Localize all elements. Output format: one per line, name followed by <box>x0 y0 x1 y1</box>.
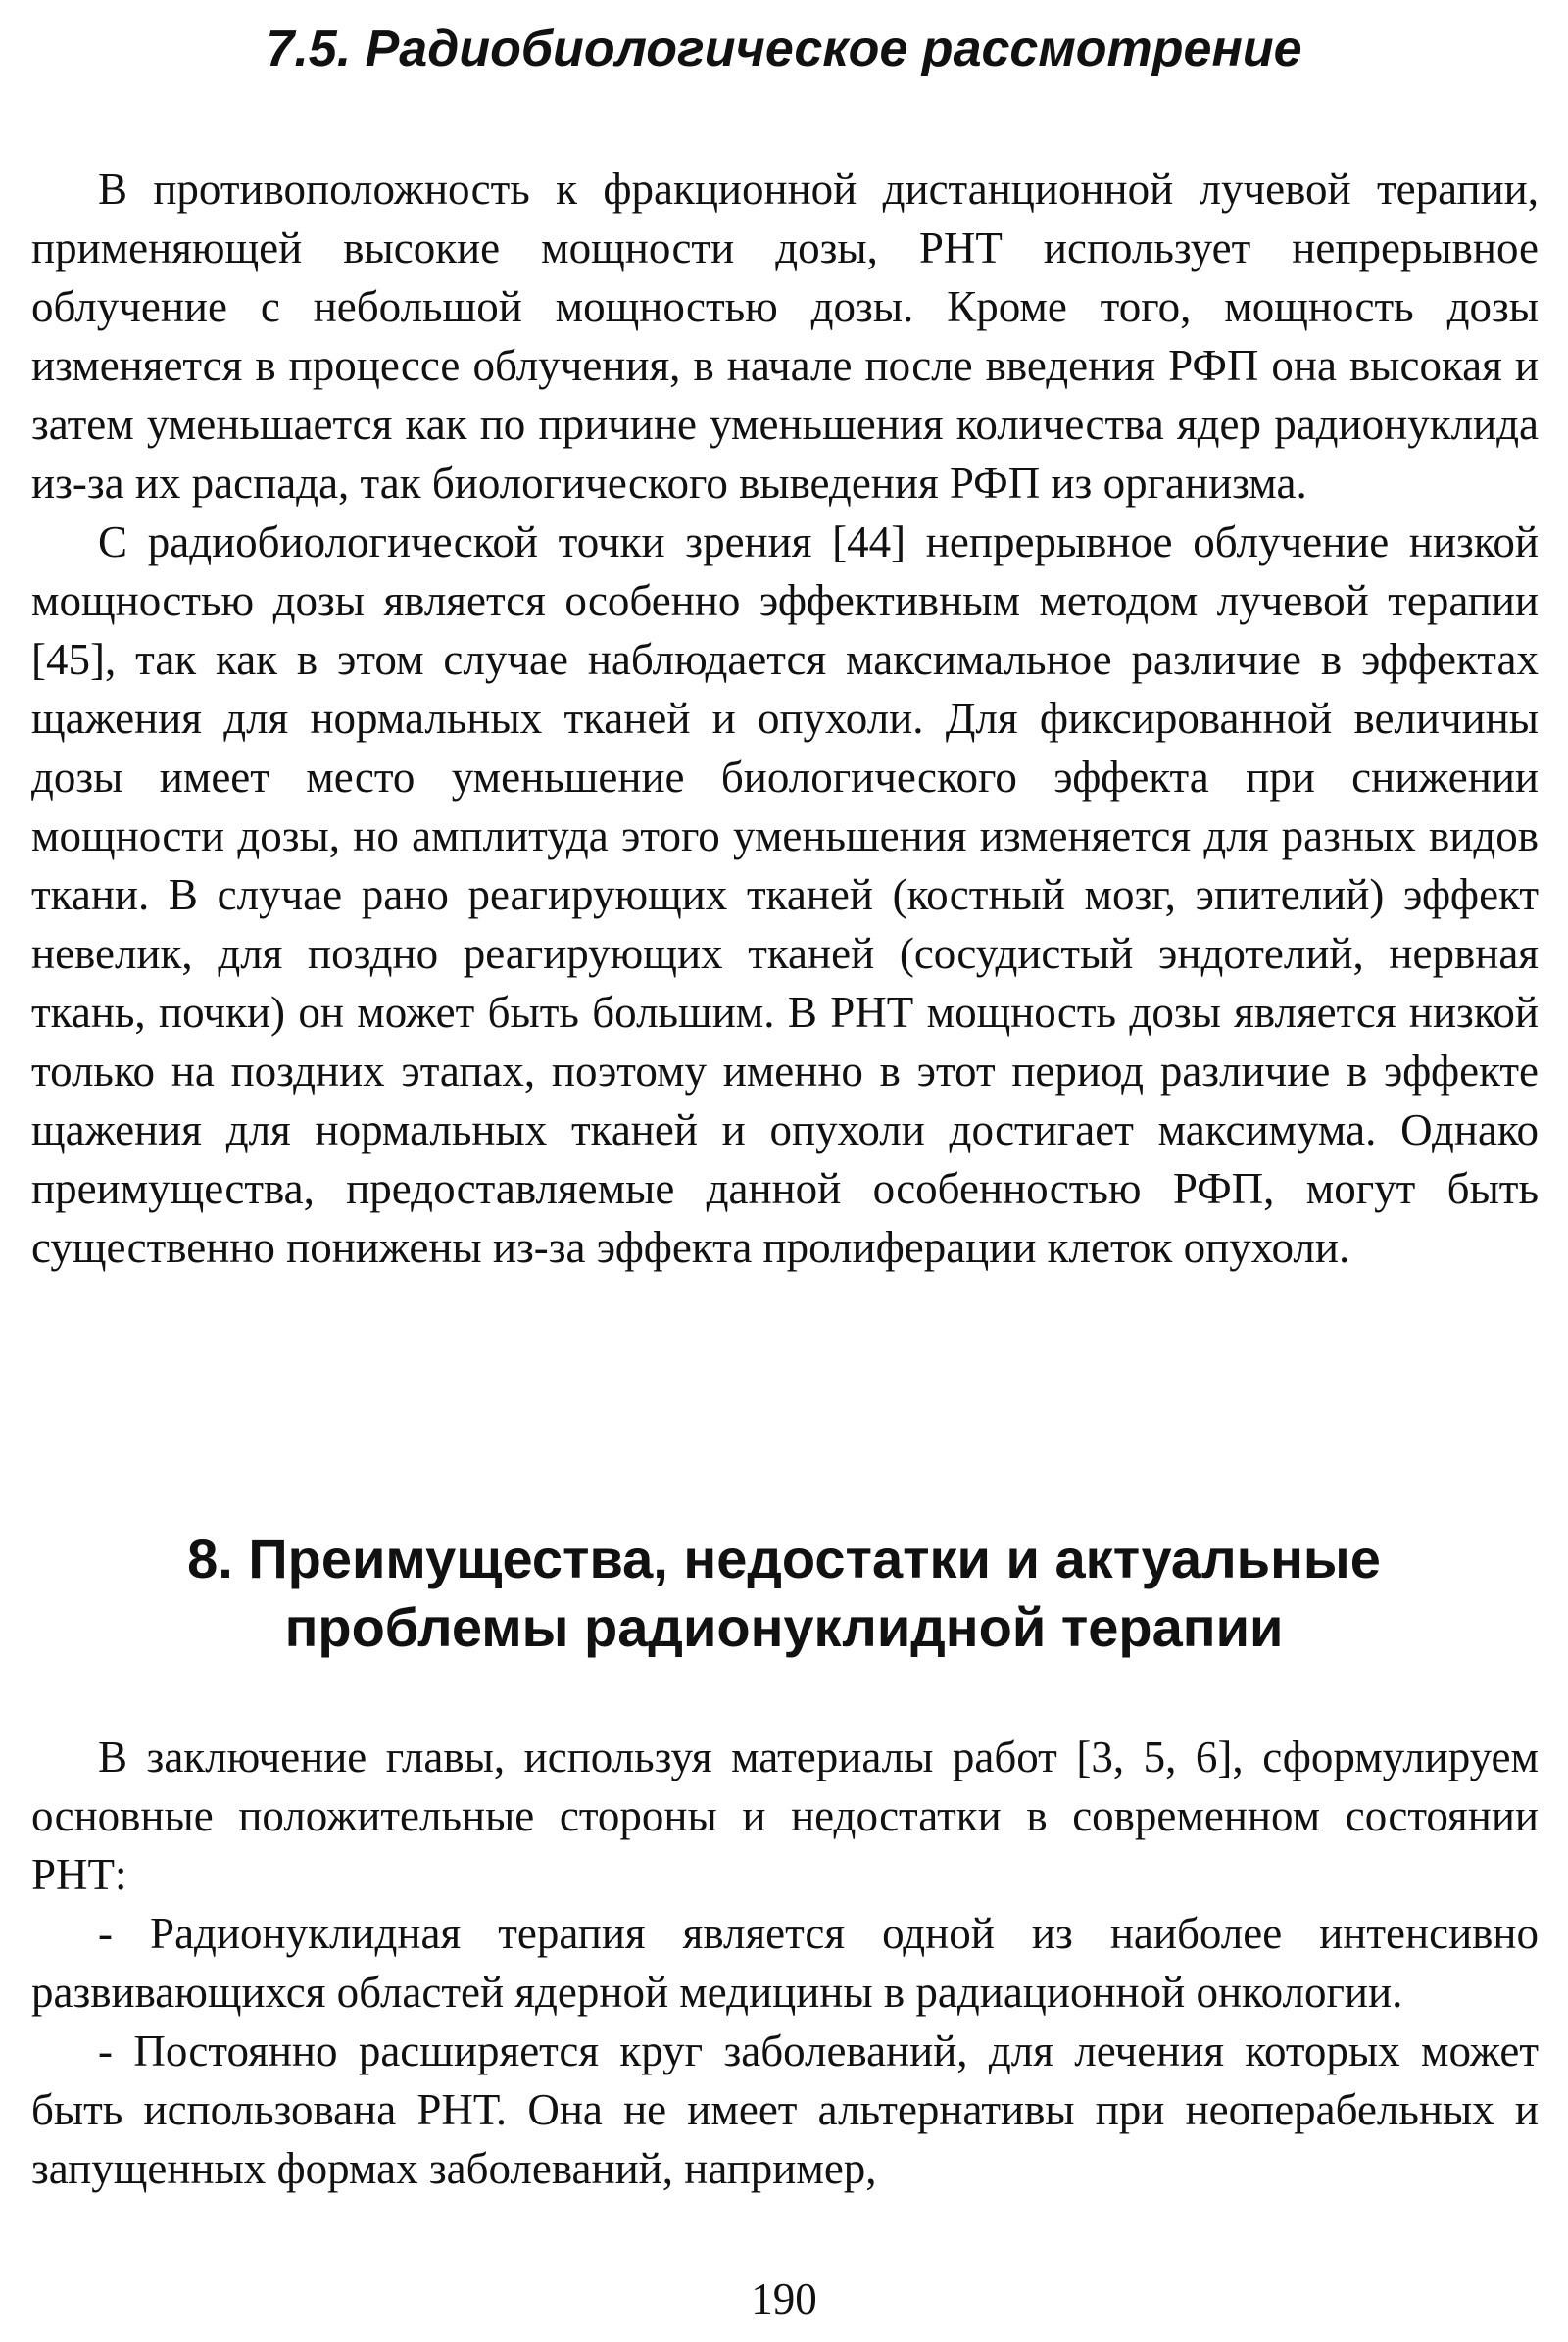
paragraph: С радиобиологической точки зрения [44] непрерывное облучение низкой мощностью дозы является особенно эффективным методом лучевой терапии [45], так как в этом случае наблюдается максимальное различие в эффектах щажения для нормальных тканей и опухоли. Для фиксированной величины дозы имеет место уменьшение биологического эффекта при снижении мощности дозы, но амплитуда этого уменьшения изменяется для разных видов ткани. В случае рано реагирующих тканей (костный мозг, эпителий) эффект невелик, для поздно реагирующих тканей (сосудистый эндотелий, нервная ткань, почки) он может быть большим. В РНТ мощность дозы является низкой только на поздних этапах, поэтому именно в этот период различие в эффекте щажения для нормальных тканей и опухоли достигает максимума. Однако преимущества, предоставляемые данной особенностью РФП, могут быть существенно понижены из-за эффекта пролиферации клеток опухоли. <box>31 517 1539 1272</box>
chapter-title-line: 8. Преимущества, недостатки и актуальные <box>187 1528 1381 1589</box>
paragraph: В заключение главы, используя материалы работ [3, 5, 6], сформулируем основные положительные стороны и недостатки в современном состоянии РНТ: <box>31 1732 1539 1899</box>
list-item: - Постоянно расширяется круг заболеваний, для лечения которых может быть использована РНТ. Она не имеет альтернативы при неоперабельных и запущенных формах заболеваний, например, <box>31 2026 1539 2193</box>
section-title: 7.5. Радиобиологическое рассмотрение <box>266 21 1302 77</box>
chapter-title <box>0 1525 1568 1662</box>
list-item: - Радионуклидная терапия является одной из наиболее интенсивно развивающихся областей ядерной медицины в радиационной онкологии. <box>31 1909 1539 2017</box>
chapter-title-line: проблемы радионуклидной терапии <box>284 1596 1284 1658</box>
paragraph: В противоположность к фракционной дистанционной лучевой терапии, применяющей высокие мощности дозы, РНТ использует непрерывное облучение с небольшой мощностью дозы. Кроме того, мощность дозы изменяется в процессе облучения, в начале после введения РФП она высокая и затем уменьшается как по причине уменьшения количества ядер радионуклида из-за их распада, так биологического выведения РФП из организма. <box>31 165 1539 508</box>
page-number: 190 <box>751 2274 817 2323</box>
chapter-body <box>31 1728 1539 2198</box>
section-body <box>31 160 1539 1277</box>
